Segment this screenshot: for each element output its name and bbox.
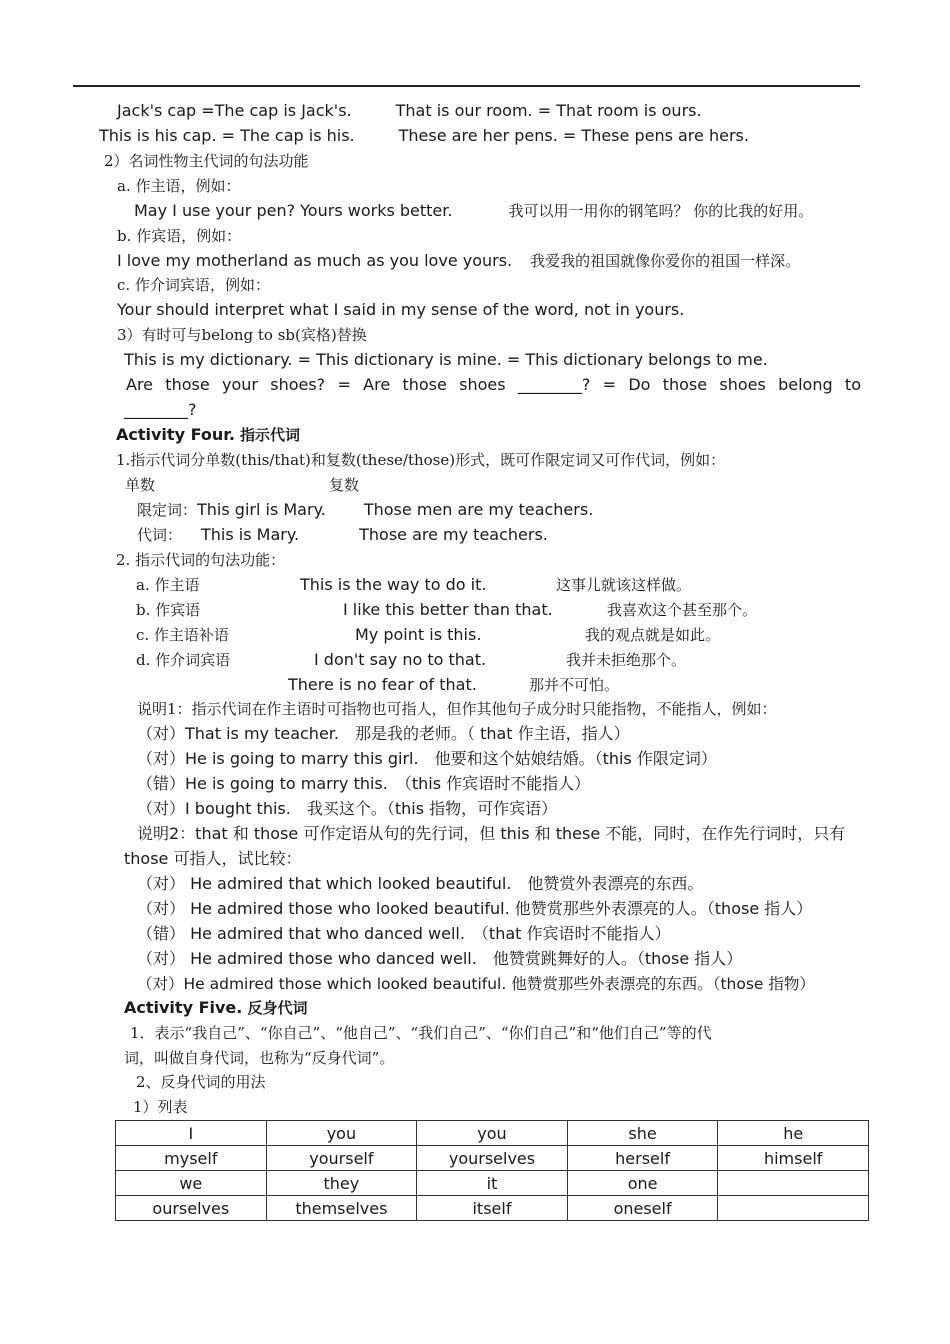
reflexive-pronoun-table bbox=[115, 1120, 869, 1221]
table-cell: ourselves bbox=[116, 1196, 267, 1221]
table-cell: myself bbox=[116, 1146, 267, 1171]
pronoun-example: 代词： This is Mary. Those are my teachers. bbox=[137, 525, 548, 544]
table-row bbox=[116, 1121, 869, 1146]
belong-example-1: This is my dictionary. = This dictionary is mine. = This dictionary belongs to me. bbox=[124, 350, 768, 369]
table-cell: they bbox=[266, 1171, 417, 1196]
note-1-ex-1: （对）That is my teacher. 那是我的老师。（ that 作主语，指人） bbox=[137, 724, 630, 743]
example-line-1: Jack's cap =The cap is Jack's. That is our room. = That room is ours. bbox=[117, 101, 702, 120]
table-row bbox=[116, 1146, 869, 1171]
function-b-example: I love my motherland as much as you love yours. 我爱我的祖国就像你爱你的祖国一样深。 bbox=[117, 251, 801, 270]
table-cell: herself bbox=[567, 1146, 718, 1171]
func-subject: a. 作主语 This is the way to do it. 这事儿就该这样做。 bbox=[136, 575, 692, 594]
note-2-ex-1: （对） He admired that which looked beautiful. 他赞赏外表漂亮的东西。 bbox=[137, 874, 704, 893]
example-word: your bbox=[221, 375, 258, 394]
belong-example-2 bbox=[126, 374, 861, 396]
table-cell: you bbox=[266, 1121, 417, 1146]
table-cell: yourself bbox=[266, 1146, 417, 1171]
example-word: those bbox=[662, 375, 708, 394]
activity-four-title: Activity Four. 指示代词 bbox=[116, 425, 301, 444]
table-cell: it bbox=[417, 1171, 568, 1196]
act5-list-label: 1）列表 bbox=[133, 1098, 188, 1116]
func-object: b. 作宾语 I like this better than that. 我喜欢这个甚至那个。 bbox=[136, 600, 758, 619]
example-word: = bbox=[602, 375, 617, 394]
table-cell: themselves bbox=[266, 1196, 417, 1221]
table-cell: yourselves bbox=[417, 1146, 568, 1171]
note-2-ex-5: （对）He admired those which looked beautiful. 他赞赏那些外表漂亮的东西。（those 指物） bbox=[137, 975, 815, 993]
table-row bbox=[116, 1196, 869, 1221]
note-1-ex-4: （对）I bought this. 我买这个。（this 指物，可作宾语） bbox=[137, 799, 558, 818]
example-word: shoes bbox=[719, 375, 766, 394]
note-2-cont: those 可指人，试比较： bbox=[124, 849, 302, 868]
belong-example-2-cont: ________? bbox=[124, 400, 197, 419]
example-word: Are bbox=[126, 375, 154, 394]
example-word: to bbox=[844, 375, 861, 394]
subheading-2: 2）名词性物主代词的句法功能 bbox=[104, 152, 309, 170]
note-1-ex-3: （错）He is going to marry this. （this 作宾语时不能指人） bbox=[137, 774, 591, 793]
table-cell bbox=[718, 1171, 869, 1196]
table-cell: he bbox=[718, 1121, 869, 1146]
table-cell: itself bbox=[417, 1196, 568, 1221]
determiner-example: 限定词：This girl is Mary. Those men are my teachers. bbox=[137, 500, 594, 519]
example-word: shoes bbox=[459, 375, 506, 394]
example-word: Do bbox=[628, 375, 651, 394]
act5-point-2: 2、反身代词的用法 bbox=[136, 1073, 266, 1091]
func-prep-object-2: There is no fear of that. 那并不可怕。 bbox=[288, 675, 620, 694]
example-line-2: This is his cap. = The cap is his. These are her pens. = These pens are hers. bbox=[99, 126, 749, 145]
table-cell: you bbox=[417, 1121, 568, 1146]
function-a-label: a. 作主语，例如： bbox=[117, 177, 241, 195]
note-1-ex-2: （对）He is going to marry this girl. 他要和这个姑娘结婚。（this 作限定词） bbox=[137, 749, 717, 768]
note-2-ex-2: （对） He admired those who looked beautiful. 他赞赏那些外表漂亮的人。（those 指人） bbox=[137, 899, 813, 918]
table-cell: one bbox=[567, 1171, 718, 1196]
act4-point-1: 1.指示代词分单数(this/that)和复数(these/those)形式，既可作限定词又可作代词，例如： bbox=[116, 451, 726, 469]
table-cell: himself bbox=[718, 1146, 869, 1171]
table-row bbox=[116, 1171, 869, 1196]
table-cell bbox=[718, 1196, 869, 1221]
function-c-example: Your should interpret what I said in my sense of the word, not in yours. bbox=[117, 300, 685, 319]
example-word: Are bbox=[363, 375, 391, 394]
header-rule bbox=[73, 85, 860, 87]
func-complement: c. 作主语补语 My point is this. 我的观点就是如此。 bbox=[136, 625, 721, 644]
number-headers: 单数 复数 bbox=[125, 476, 360, 494]
subheading-3: 3）有时可与belong to sb(宾格)替换 bbox=[117, 326, 367, 344]
note-2-ex-4: （对） He admired those who danced well. 他赞赏跳舞好的人。（those 指人） bbox=[137, 949, 743, 968]
function-a-example: May I use your pen? Yours works better. 我可以用一用你的钢笔吗？ 你的比我的好用。 bbox=[134, 201, 814, 220]
act4-point-2: 2. 指示代词的句法功能： bbox=[116, 551, 286, 569]
function-c-label: c. 作介词宾语，例如： bbox=[117, 276, 270, 294]
example-word: belong bbox=[778, 375, 833, 394]
example-word: those bbox=[402, 375, 447, 394]
activity-five-title: Activity Five. 反身代词 bbox=[124, 998, 308, 1017]
function-b-label: b. 作宾语，例如： bbox=[117, 227, 242, 245]
note-2-ex-3: （错） He admired that who danced well. （that 作宾语时不能指人） bbox=[137, 924, 671, 943]
example-word: shoes? bbox=[270, 375, 326, 394]
table-cell: she bbox=[567, 1121, 718, 1146]
table-cell: oneself bbox=[567, 1196, 718, 1221]
act5-point-1-cont: 词，叫做自身代词，也称为“反身代词”。 bbox=[124, 1049, 395, 1067]
note-2: 说明2：that 和 those 可作定语从句的先行词，但 this 和 these 不能，同时，在作先行词时，只有 bbox=[137, 824, 846, 843]
example-word: ________? bbox=[517, 375, 591, 394]
table-cell: I bbox=[116, 1121, 267, 1146]
act5-point-1: 1．表示“我自己”、“你自己”、“他自己”、“我们自己”、“你们自己”和“他们自己”等的代 bbox=[130, 1024, 712, 1042]
note-1: 说明1：指示代词在作主语时可指物也可指人，但作其他句子成分时只能指物，不能指人，例如： bbox=[137, 700, 777, 718]
example-word: = bbox=[337, 375, 351, 394]
example-word: those bbox=[165, 375, 210, 394]
func-prep-object: d. 作介词宾语 I don't say no to that. 我并未拒绝那个。 bbox=[136, 650, 687, 669]
table-cell: we bbox=[116, 1171, 267, 1196]
